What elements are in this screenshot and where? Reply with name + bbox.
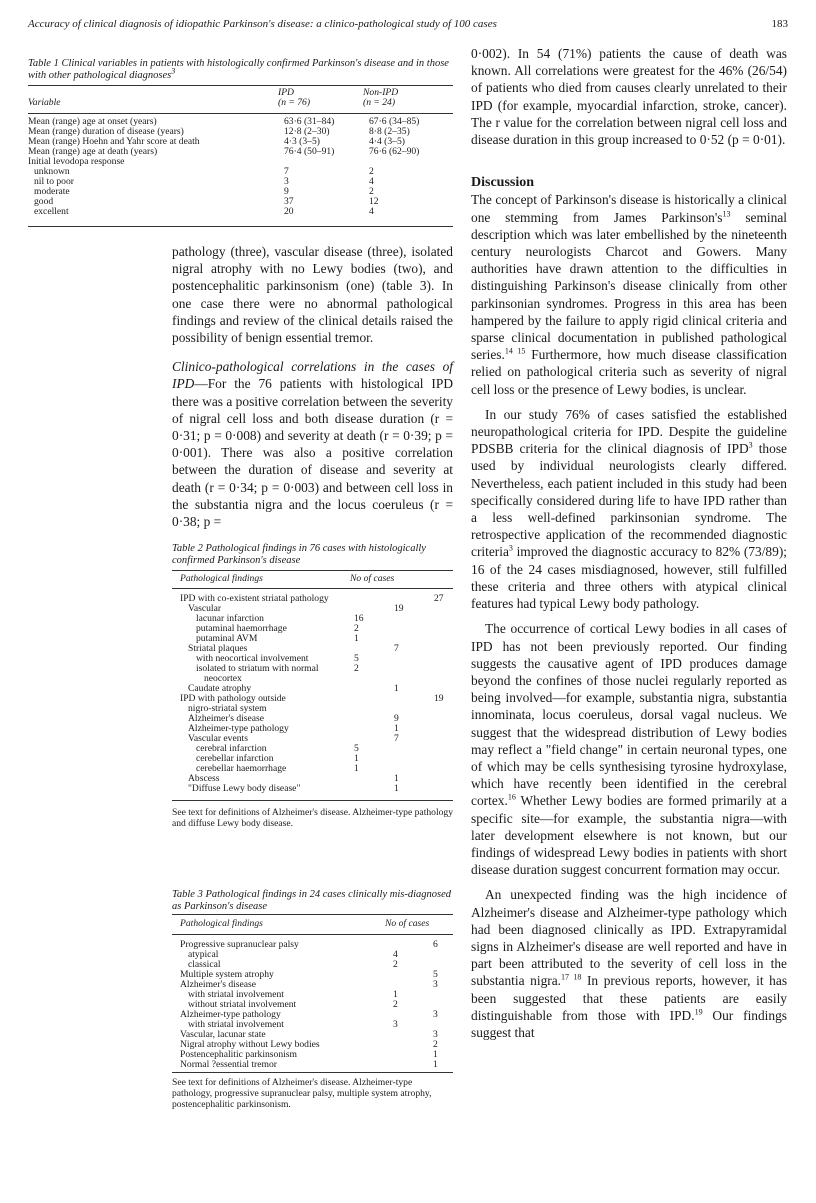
page-number: 183 [771,18,788,30]
table2-row-count [394,624,434,634]
table-row [28,197,453,207]
table2-row-count-total [434,734,453,744]
table3-row-label: Normal ?essential tremor [180,1059,277,1070]
table2-row-count-sub: 1 [354,633,359,644]
discussion-heading: Discussion [471,175,535,191]
table2-row-label: IPD with pathology outside [180,693,286,704]
table3-header-rule [172,934,453,935]
table2-row-count-sub [354,724,394,734]
table2-row-count-sub: 2 [354,623,359,634]
table1-row-ipd: 76·4 (50–91) [284,146,335,157]
table2-row-count-sub [354,684,394,694]
table3-top-rule [172,914,453,915]
table1-row-nonipd: 4 [369,176,374,187]
table2-row-count-total: 19 [434,693,444,704]
table2-row-count [394,744,434,754]
table2-row-count: 1 [394,683,399,694]
table2-row-count [394,764,434,774]
table2-row-count-sub [354,714,394,724]
table3-row-count-total: 3 [433,1029,438,1040]
table-row [28,157,453,167]
table3-row-label: classical [188,959,221,970]
right-column-text [471,45,787,1041]
table-row [180,940,453,950]
table2-row-count: 7 [394,733,399,744]
table2-row-count-sub: 1 [354,753,359,764]
table2-row-label: putaminal haemorrhage [196,623,287,634]
table-row [28,187,453,197]
right-para-1: The concept of Parkinson's disease is historically a clinical one stemming from James $Parkinson's^{13}$ seminal description which was later embellished by the nineteenth century neurologists Charcot and Gowers. Many authorities have drawn attention to the difficulties in distinguishing Parkinson's disease clinically from other parkinsonian syndromes. Progress in this area has been hampered by the failure to apply rigid clinical criteria and sparse clinical documentation in published pathological series.$^{14 15}$ Furthermore, how much disease classification relied on pathological criteria such as severity of nigral cell loss or the presence of Lewy bodies, is unclear. [471,192,788,397]
table2-row-count-total [434,764,453,774]
table3-row-count-sub [393,1040,433,1050]
table2-row-count [394,654,434,664]
table3-col-cases: No of cases [385,918,430,929]
table1-row-nonipd: 2 [369,186,374,197]
table1-row-label: Mean (range) duration of disease (years) [28,126,184,137]
table1-top-rule [28,85,453,86]
table3-row-count-total [433,950,453,960]
table2-row-count-total [434,704,453,714]
table3-row-count-total: 3 [433,1009,438,1020]
table1-header-rule [28,113,453,114]
table2-row-label: isolated to striatum with normal [196,663,319,674]
table2-row-count-total [434,654,453,664]
table1-col-ipd: IPD [278,87,294,98]
table2-row-count-total [434,634,453,644]
table2-row-label: cerebellar haemorrhage [196,763,287,774]
table2-row-count [394,614,434,624]
table2-row-count [394,754,434,764]
table2-row-count: 7 [394,643,399,654]
table1-row-label: nil to poor [34,176,74,187]
table3-row-count-sub: 2 [393,959,398,970]
table1-row-nonipd: 4·4 (3–5) [369,136,405,147]
table3-row-label: Alzheimer's disease [180,979,257,990]
table2-row-count-sub: 5 [354,653,359,664]
table1-row-label: moderate [34,186,70,197]
table2-row-count: 1 [394,723,399,734]
table2-row-label: IPD with co-existent striatal pathology [180,593,329,604]
table2-row-count-total [434,664,453,674]
table1-row-nonipd: 8·8 (2–35) [369,126,410,137]
table1-row-nonipd: 67·6 (34–85) [369,116,420,127]
table1-row-ipd: 4·3 (3–5) [284,136,320,147]
table3-row-label: Vascular, lacunar state [180,1029,266,1040]
table1-row-label: excellent [34,206,69,217]
table1-row-ipd: 7 [284,166,289,177]
table3-caption: Table 3 Pathological findings in 24 cases clinically mis-diagnosed as Parkinson's disease [172,889,452,912]
table3-row-count-sub [393,970,433,980]
left-para-1: pathology (three), vascular disease (three), isolated nigral atrophy with no Lewy bodies (two), and postencephalitic parkinsonism (one) (table 3). In one case there were no abnormal pathological findings and review of the clinical details raised the possibility of benign essential tremor. [172,244,453,346]
table1-row-nonipd: 76·6 (62–90) [369,146,420,157]
table2-col-findings: Pathological findings [180,573,263,584]
table2-row-count-sub [354,694,394,704]
table3-row-count-total: 1 [433,1059,438,1070]
table3-row-label: with striatal involvement [188,989,284,1000]
table2-row-count: 1 [394,783,399,794]
table1-caption: Table 1 Clinical variables in patients with histologically confirmed Parkinson's disease and in those with other pathological diagnoses$^3$ [28,58,449,81]
table2-header [180,574,453,584]
table1-col-ipd-n: (n = 76) [278,97,311,108]
table2-row-count-total: 27 [434,593,444,604]
table2-row-label: Caudate atrophy [188,683,252,694]
table-row [180,1060,453,1070]
table1-row-ipd: 9 [284,186,289,197]
table2-row-label: neocortex [204,673,242,684]
table2-row-label: nigro-striatal system [188,703,267,714]
table2-row-count [394,674,434,684]
table2-col-cases: No of cases [350,573,395,584]
table3-row-count-sub [393,940,433,950]
table-row [28,167,453,177]
table1-row-ipd: 12·8 (2–30) [284,126,330,137]
table-row [28,177,453,187]
table3-row-count-total: 3 [433,979,438,990]
table1-row-ipd [284,157,369,167]
table2-bottom-rule [172,800,453,801]
table1-col-variable: Variable [28,97,61,108]
table2-row-count-sub: 2 [354,663,359,674]
table3-row-count-total: 6 [433,939,438,950]
table1 [28,88,453,108]
table-row [180,784,453,794]
table3-row-count-sub: 2 [393,999,398,1010]
table2-row-label: cerebral infarction [196,743,267,754]
table1-row-ipd: 37 [284,196,294,207]
table2-row-count-sub [354,644,394,654]
table1-col-nonipd-n: (n = 24) [363,97,396,108]
table1-row-ipd: 20 [284,206,294,217]
table2-row-count [394,694,434,704]
table2-row-count-total [434,624,453,634]
table3-row-label: Nigral atrophy without Lewy bodies [180,1039,320,1050]
table3-row-label: atypical [188,949,219,960]
table1-row-label: Mean (range) age at onset (years) [28,116,157,127]
table3-row-count-total: 1 [433,1049,438,1060]
table2-row-count-total [434,714,453,724]
table1-row-ipd: 63·6 (31–84) [284,116,335,127]
table2-row-count-total [434,674,453,684]
table3-row-count-total [433,990,453,1000]
table2-row-count [394,704,434,714]
table3-row-label: Postencephalitic parkinsonism [180,1049,297,1060]
table3-row-label: without striatal involvement [188,999,297,1010]
table2-row-count-sub [354,594,394,604]
right-para-0: 0·002). In 54 (71%) patients the cause of death was known. All correlations were greatest for the 46% (26/54) of patients who died from causes clearly unrelated to their IPD (for example, myocardial infarction, stroke, cancer). The r value for the correlation between nigral cell loss and disease duration in this group increased to 0·52 (p = 0·01). [471,46,787,148]
right-para-2: In our study 76% of cases satisfied the established neuropathological criteria for IPD. Despite the guideline PDSBB criteria for the clinical diagnosis of IPD$^3$ those used by individual neurologists clearly differed. Nevertheless, each patient included in this study had been specifically considered during life to have IPD rather than a less well-defined parkinsonian syndrome. The retrospective application of the recommended diagnostic criteria$^3$ improved the diagnostic accuracy to 82% (73/89); 16 of the 24 cases misdiagnosed, however, still fulfilled these criteria and three others with atypical clinical features had typical Lewy body pathology. [471,406,787,612]
table2-row-count: 9 [394,713,399,724]
left-column-text [172,243,453,530]
table1-row-label: good [34,196,54,207]
table2-row-count: 19 [394,603,404,614]
table1-row-ipd: 3 [284,176,289,187]
table2-row-count-sub: 1 [354,763,359,774]
table3-body [180,940,453,1070]
table2-row-count-sub: 5 [354,743,359,754]
table2-row-count-total [434,754,453,764]
table1-row-label: Mean (range) age at death (years) [28,146,158,157]
table2-row-label: cerebellar infarction [196,753,274,764]
table2-row-count-sub [354,774,394,784]
table3-row-count-sub [393,1010,433,1020]
table1-row-nonipd [369,157,453,167]
table1-bottom-rule [28,226,453,227]
table2-caption: Table 2 Pathological findings in 76 cases with histologically confirmed Parkinson's disease [172,543,426,566]
table2-row-count-total [434,774,453,784]
table3-row-label: Multiple system atrophy [180,969,274,980]
table2-row-count-total [434,724,453,734]
table2-row-label: with neocortical involvement [196,653,309,664]
table3-row-count-sub [393,1060,433,1070]
table2-note: See text for definitions of Alzheimer's disease. Alzheimer-type pathology and diffuse Lewy body disease. [172,807,454,829]
table1-body [28,117,453,217]
table2-row-count [394,634,434,644]
table2-row-label: "Diffuse Lewy body disease" [188,783,301,794]
table3-note: See text for definitions of Alzheimer's disease. Alzheimer-type pathology, progressive supranuclear palsy, multiple system atrophy, postencephalitic parkinsonism. [172,1077,432,1110]
table1-row-nonipd: 2 [369,166,374,177]
table3-row-count-sub: 1 [393,989,398,1000]
table1-row-nonipd: 12 [369,196,379,207]
table2-row-count-sub [354,734,394,744]
table2-header-rule [172,588,453,589]
table2-row-count-sub [354,674,394,684]
table3-row-count-sub: 3 [393,1019,398,1030]
table2-row-count-total [434,644,453,654]
table3-row-label: with striatal involvement [188,1019,284,1030]
table2-row-label: Alzheimer-type pathology [188,723,289,734]
table3-row-label: Alzheimer-type pathology [180,1009,281,1020]
table3-header [180,919,453,929]
left-para-2: Clinico-pathological correlations in the cases of IPD—For the 76 patients with histological IPD there was a positive correlation between the severity of nigral cell loss and both disease duration (r = 0·31; p = 0·008) and severity at death (r = 0·39; p = 0·001). There was also a positive correlation between the duration of disease and severity at death (r = 0·34; p = 0·003) and between cell loss in the substantia nigra and the locus coeruleus (r = 0·38; p = [172,359,453,530]
table1-row-label: Initial levodopa response [28,156,125,167]
right-para-3: The occurrence of cortical Lewy bodies in all cases of IPD has not been previously reported. Our finding suggests the causative agent of IPD produces damage beyond the confines of those nuclei regularly reported as being involved—for example, substantia nigra, substantia innominata, locus coeruleus, dorsal vagal nucleus. We suggest that the widespread distribution of Lewy bodies may reflect a "field change" in certain neuronal types, one of which may be cells synthesising tyrosine hydroxylase, which have recently been identified in the cerebral cortex.$^{16}$ Whether Lewy bodies are formed primarily at a specific site—for example, the substantia nigra—with later development elsewhere is not known, but our findings of widespread Lewy bodies in patients with short disease duration suggest concurrent formation may occur. [471,621,787,878]
table2-row-label: Alzheimer's disease [188,713,265,724]
table2-row-count-total [434,744,453,754]
table2-row-label: Striatal plaques [188,643,248,654]
table1-row-label: Mean (range) Hoehn and Yahr score at death [28,136,200,147]
table2-row-label: Abscess [188,773,220,784]
table2-row-count-sub [354,704,394,714]
table1-col-nonipd: Non-IPD [363,87,399,98]
table2-row-count [394,664,434,674]
table2-row-count-sub: 16 [354,613,364,624]
table2-row-label: putaminal AVM [196,633,258,644]
table3-row-count-sub [393,1030,433,1040]
right-para-4: An unexpected finding was the high incidence of Alzheimer's disease and Alzheimer-type pathology which had been diagnosed clinically as IPD. Extrapyramidal signs in Alzheimer's disease are well reported and have in part been attributed to the severity of cell loss in the substantia nigra.$^{17 18}$ In previous reports, however, it has been suggested that these patients are easily distinguishable from those with IPD.$^{19}$ Our findings suggest that [471,887,788,1040]
table-row [28,207,453,217]
table2-row-count-total [434,604,453,614]
table3-row-count-total: 5 [433,969,438,980]
table3-row-count-sub [393,1050,433,1060]
table1-row-label: unknown [34,166,70,177]
table3-bottom-rule [172,1072,453,1073]
table3-row-count-total: 2 [433,1039,438,1050]
table3-row-label: Progressive supranuclear palsy [180,939,299,950]
table2-row-count-total [434,784,453,794]
table2-row-label: lacunar infarction [196,613,264,624]
table-row [180,764,453,774]
table2-row-count-total [434,614,453,624]
running-title: Accuracy of clinical diagnosis of idiopathic Parkinson's disease: a clinico-pathological study of 100 cases [28,18,497,30]
table2-top-rule [172,570,453,571]
table2-row-count-sub [354,784,394,794]
table2-row-label: Vascular [188,603,222,614]
table3-row-count-sub [393,980,433,990]
table3-row-count-sub: 4 [393,949,398,960]
table2-body [180,594,453,794]
table3-col-findings: Pathological findings [180,918,263,929]
table2-row-count: 1 [394,773,399,784]
table2-row-label: Vascular events [188,733,248,744]
table1-row-nonipd: 4 [369,206,374,217]
